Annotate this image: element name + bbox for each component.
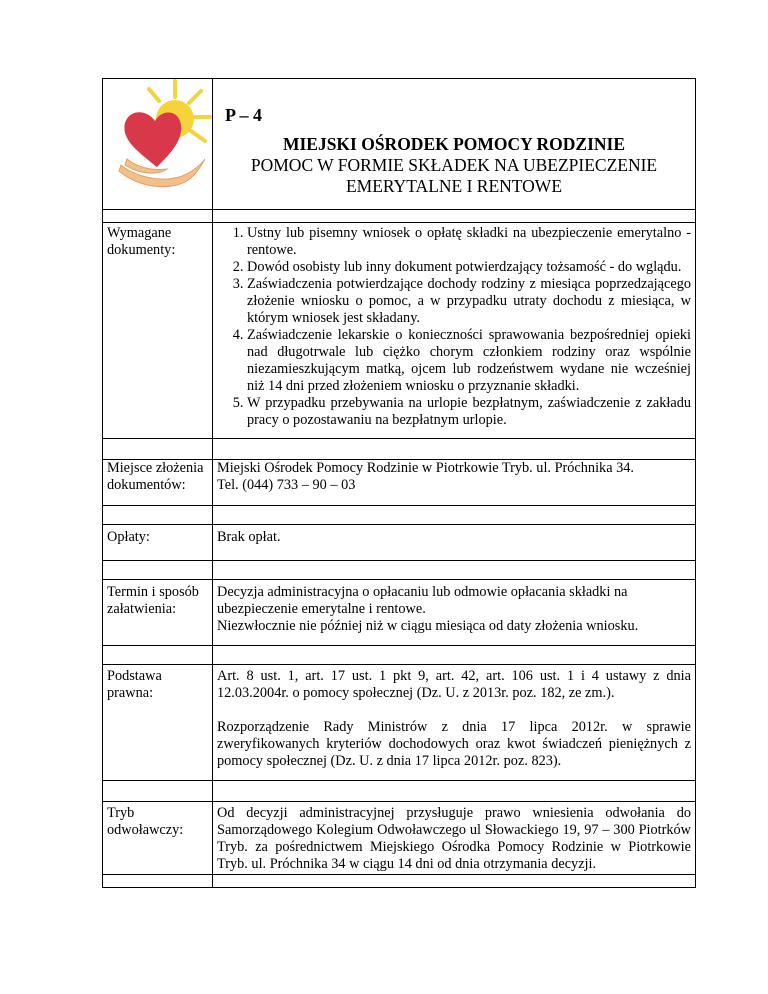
heart-sun-hands-logo-icon [107,79,212,204]
legal-value [213,665,696,781]
legal-paragraph-1: Art. 8 ust. 1, art. 17 ust. 1 pkt 9, art. 42, art. 106 ust. 1 i 4 ustawy z dnia 12.03.2004r. o pomocy społecznej (Dz. U. z 2013r. poz. 182, ze zm.). [217,668,691,701]
form-title-line-2: EMERYTALNE I RENTOWE [345,176,563,196]
document-item-2: 2. Dowód osobisty lub inny dokument potwierdzający tożsamość - do wglądu. [247,259,691,276]
place-value: Miejski Ośrodek Pomocy Rodzinie w Piotrkowie Tryb. ul. Próchnika 34. Tel. (044) 733 – 90 – 03 [213,460,696,506]
header-title-cell [213,79,696,210]
appeal-row [103,802,696,875]
institution-name: MIEJSKI OŚRODEK POMOCY RODZINIE [282,134,626,154]
header-row [103,79,696,210]
form-table [102,78,696,888]
document-item-5: 5. W przypadku przebywania na urlopie bezpłatnym, zaświadczenie z zakładu pracy o pozostawaniu na bezpłatnym urlopie. [247,395,691,429]
place-row [103,460,696,506]
term-label: Termin i sposób załatwienia: [103,580,213,646]
fees-value: Brak opłat. [213,525,696,561]
documents-row [103,223,696,439]
term-value: Decyzja administracyjna o opłacaniu lub odmowie opłacania składki na ubezpieczenie emerytalne i rentowe. Niezwłocznie nie później niż w ciągu miesiąca od daty złożenia wniosku. [213,580,696,646]
legal-row [103,665,696,781]
fees-label: Opłaty: [103,525,213,561]
fees-row [103,525,696,561]
form-title-line-1: POMOC W FORMIE SKŁADEK NA UBEZPIECZENIE [250,155,658,175]
legal-paragraph-2: Rozporządzenie Rady Ministrów z dnia 17 lipca 2012r. w sprawie zweryfikowanych kryteriów dochodowych oraz kwot świadczeń pieniężnych z pomocy społecznej (Dz. U. z dnia 17 lipca 2012r. poz. 823). [217,719,691,769]
document-item-4: 4. Zaświadczenie lekarskie o konieczności sprawowania bezpośredniej opieki nad długotrwale lub ciężko chorym członkiem rodziny oraz wspólnie niezamieszkującym matką, ojcem lub rodzeństwem wydane nie wcześniej niż 14 dni przed złożeniem wniosku o przyznanie składki. [247,327,691,395]
legal-label: Podstawa prawna: [103,665,213,781]
form-code: P – 4 [225,105,263,125]
appeal-value: Od decyzji administracyjnej przysługuje prawo wniesienia odwołania do Samorządowego Kolegium Odwoławczego ul Słowackiego 19, 97 – 300 Piotrków Tryb. za pośrednictwem Miejskiego Ośrodka Pomocy Rodzinie w Piotrkowie Tryb. ul. Próchnika 34 w ciągu 14 dni od dnia otrzymania decyzji. [213,802,696,875]
appeal-label: Tryb odwoławczy: [103,802,213,875]
document-form [102,78,696,912]
documents-list [217,225,691,429]
term-row [103,580,696,646]
place-label: Miejsce złożenia dokumentów: [103,460,213,506]
documents-list-cell [213,223,696,439]
logo-cell [103,79,213,210]
document-item-1: 1. Ustny lub pisemny wniosek o opłatę składki na ubezpieczenie emerytalno - rentowe. [247,225,691,259]
documents-label: Wymagane dokumenty: [103,223,213,439]
document-item-3: 3. Zaświadczenia potwierdzające dochody rodziny z miesiąca poprzedzającego złożenie wniosku o pomoc, a w przypadku utraty dochodu z miesiąca, w którym wniosek jest składany. [247,276,691,327]
